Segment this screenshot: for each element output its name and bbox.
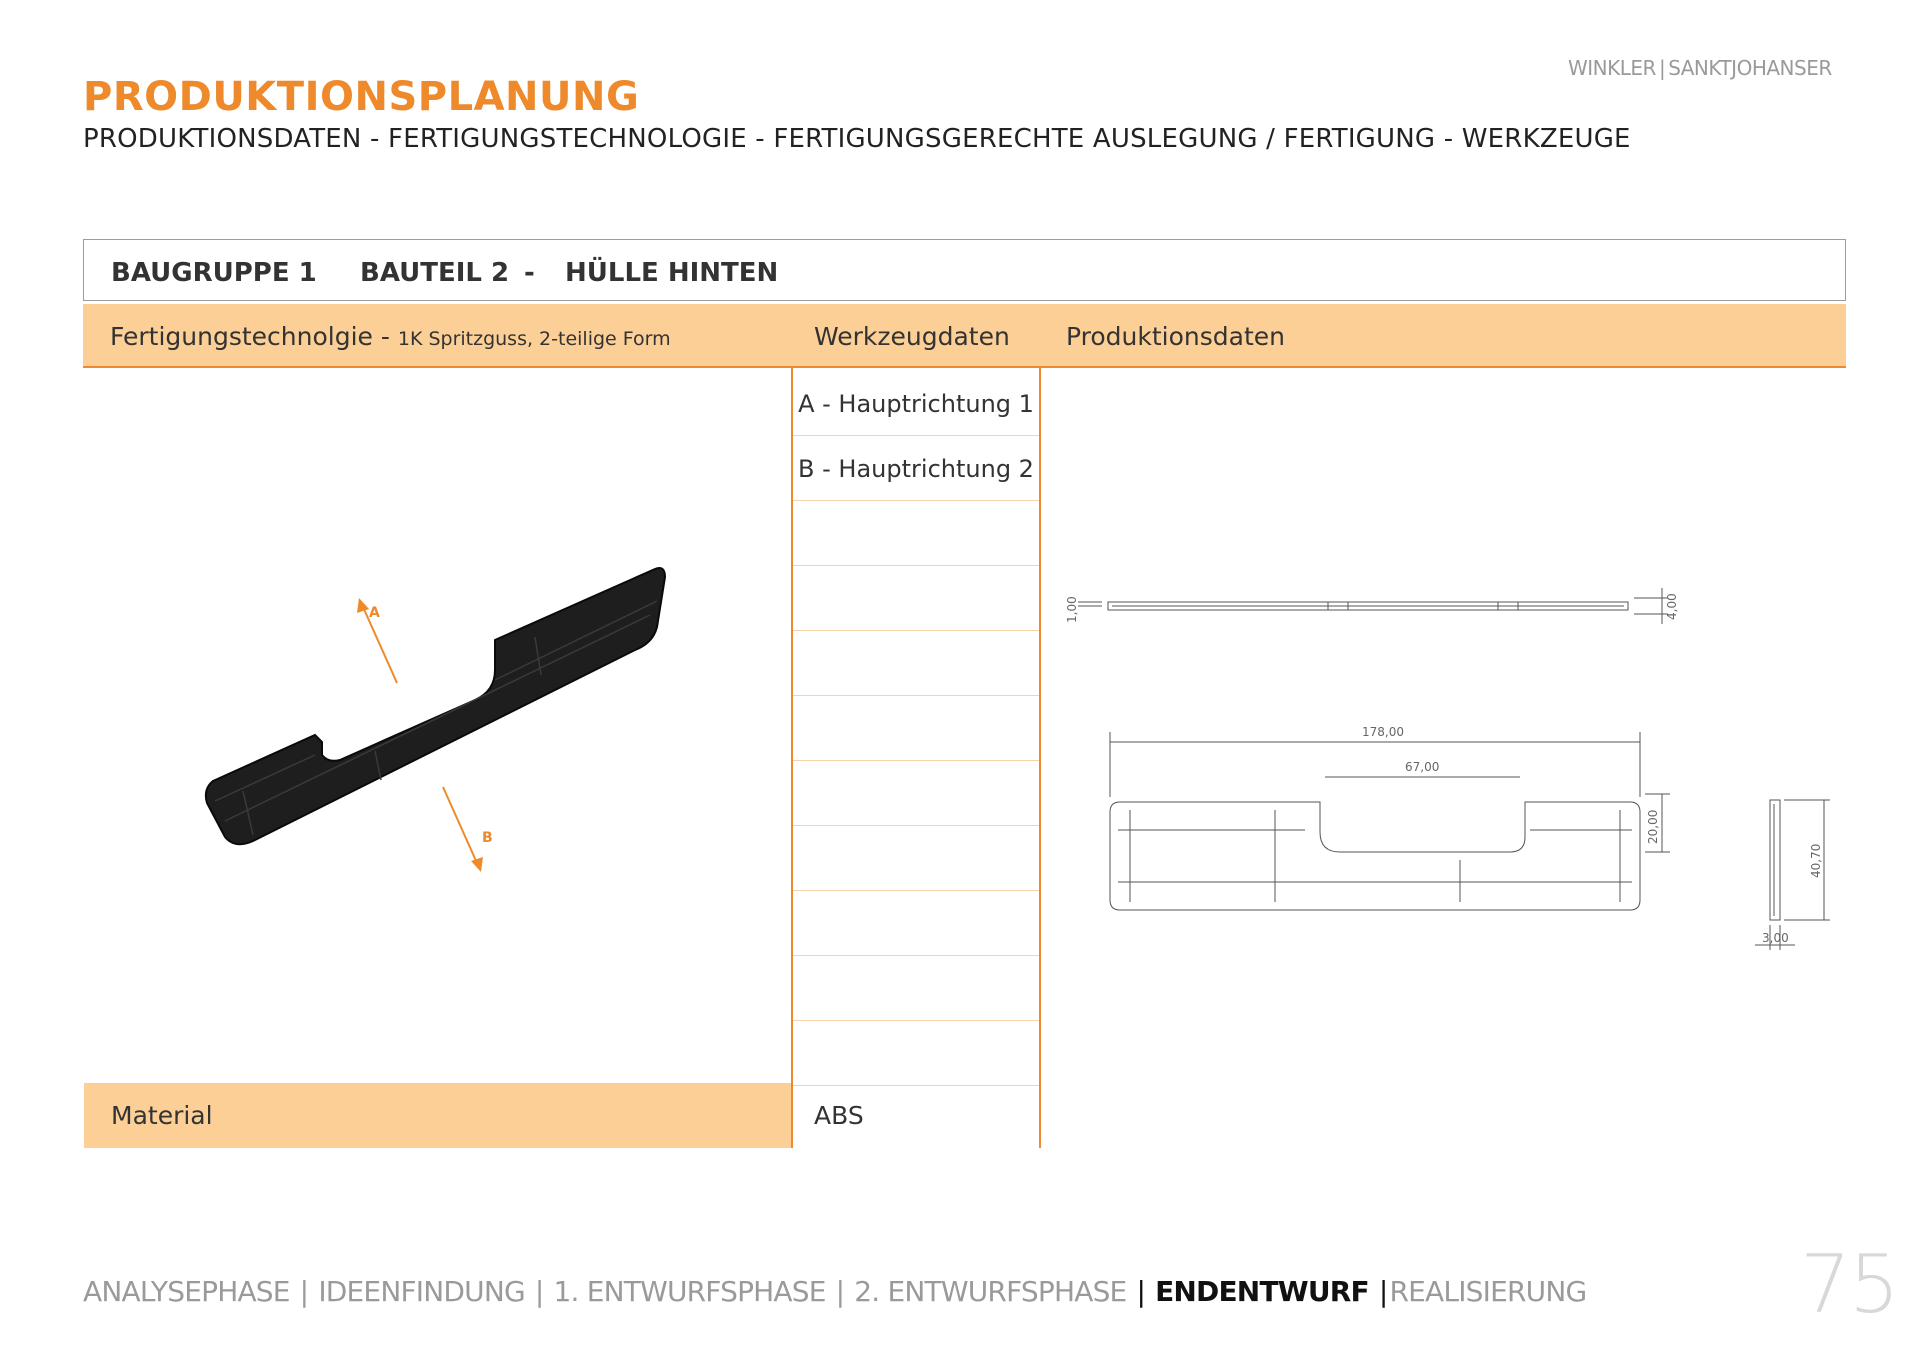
tool-data-row — [793, 697, 1039, 761]
part-dash: - — [524, 258, 535, 288]
brand-separator: | — [1658, 56, 1666, 80]
technology-value: 1K Spritzguss, 2-teilige Form — [397, 328, 671, 350]
tool-data-row — [793, 1022, 1039, 1086]
tool-data-row: B - Hauptrichtung 2 — [793, 437, 1039, 501]
dim-cutout-width: 67,00 — [1405, 760, 1440, 774]
part-body — [206, 568, 665, 844]
direction-arrow-a — [357, 598, 397, 683]
phase-endentwurf[interactable]: ENDENTWURF — [1155, 1275, 1369, 1308]
drawing-front-view — [1100, 712, 1700, 922]
top-dim-left: 1,00 — [1065, 596, 1079, 623]
direction-arrow-b — [443, 787, 493, 872]
assembly-bar — [83, 239, 1846, 301]
drawing-top-view — [1058, 578, 1698, 638]
top-dim-right: 4,00 — [1665, 593, 1679, 620]
tool-data-row: A - Hauptrichtung 1 — [793, 372, 1039, 436]
page-title: PRODUKTIONSPLANUNG — [83, 74, 640, 120]
production-data-header: Produktionsdaten — [1066, 322, 1285, 351]
part-label: BAUTEIL 2 — [360, 258, 510, 288]
dim-side-height: 40,70 — [1809, 843, 1823, 878]
material-value: ABS — [814, 1101, 864, 1130]
phase-realisierung[interactable]: REALISIERUNG — [1389, 1275, 1587, 1308]
part-name: HÜLLE HINTEN — [565, 258, 779, 288]
technology-header — [110, 322, 671, 351]
brand-logo — [1568, 56, 1832, 80]
tool-data-row — [793, 632, 1039, 696]
arrow-b-label: B — [482, 830, 493, 846]
tool-data-row — [793, 762, 1039, 826]
technology-label: Fertigungstechnolgie - — [110, 322, 390, 351]
tool-data-row — [793, 892, 1039, 956]
tool-data-row — [793, 827, 1039, 891]
table-header — [83, 304, 1846, 368]
dim-cutout-depth: 20,00 — [1646, 809, 1660, 844]
dim-side-thickness: 3,00 — [1762, 931, 1789, 945]
tool-data-row — [793, 502, 1039, 566]
brand-right: SANKTJOHANSER — [1668, 56, 1832, 80]
drawing-side-view — [1740, 780, 1850, 960]
phase-analysephase[interactable]: ANALYSEPHASE — [83, 1275, 290, 1308]
page-number: 75 — [1800, 1238, 1898, 1331]
phase-ideenfindung[interactable]: IDEENFINDUNG — [318, 1275, 525, 1308]
phase-entwurfsphase-2[interactable]: 2. ENTWURFSPHASE — [854, 1275, 1127, 1308]
phase-entwurfsphase-1[interactable]: 1. ENTWURFSPHASE — [553, 1275, 826, 1308]
brand-left: WINKLER — [1568, 56, 1656, 80]
page-subtitle: PRODUKTIONSDATEN - FERTIGUNGSTECHNOLOGIE - FERTIGUNGSGERECHTE AUSLEGUNG / FERTIGUNG - WERKZEUGE — [83, 124, 1631, 154]
tool-data-row — [793, 957, 1039, 1021]
part-render — [195, 555, 695, 885]
phase-navigation: ANALYSEPHASE | IDEENFINDUNG | 1. ENTWURFSPHASE | 2. ENTWURFSPHASE | ENDENTWURF |REALISIERUNG — [83, 1275, 1587, 1308]
tool-data-row — [793, 567, 1039, 631]
dim-total-width: 178,00 — [1362, 725, 1404, 739]
material-label: Material — [111, 1101, 213, 1130]
assembly-label: BAUGRUPPE 1 — [111, 258, 317, 288]
arrow-a-label: A — [369, 605, 380, 621]
tool-data-header: Werkzeugdaten — [814, 322, 1010, 351]
material-row — [84, 1083, 791, 1148]
